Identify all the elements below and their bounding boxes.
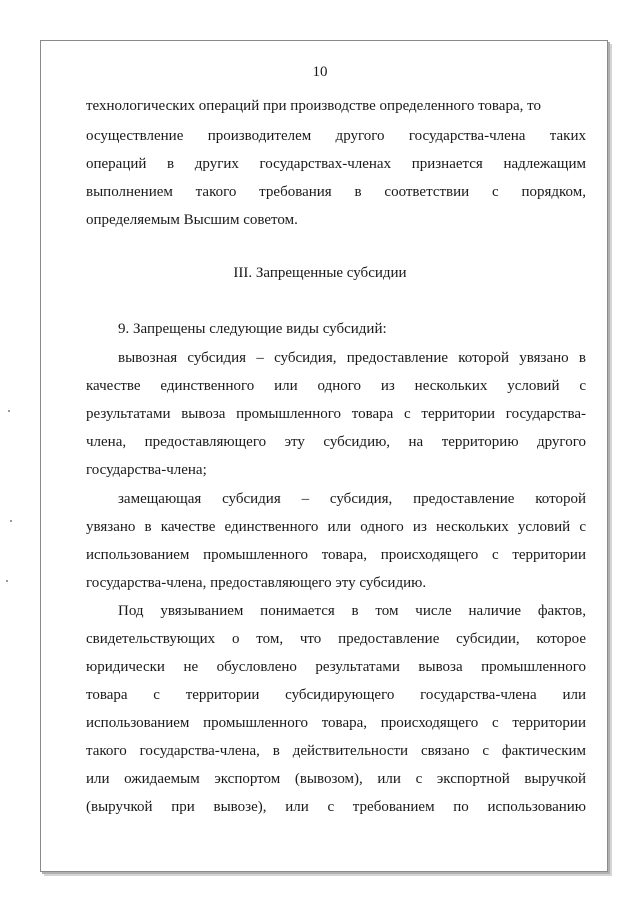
text-line: вывозная субсидия – субсидия, предоставление которой увязано в bbox=[118, 350, 586, 366]
text-line: Под увязыванием понимается в том числе наличие фактов, bbox=[118, 603, 586, 619]
text-line: государства-члена; bbox=[86, 462, 207, 478]
text-line: или ожидаемым экспортом (вывозом), или с экспортной выручкой bbox=[86, 771, 586, 787]
text-line: качестве единственного или одного из нескольких условий с bbox=[86, 378, 586, 394]
text-line: такого государства-члена, в действительности связано с фактическим bbox=[86, 743, 586, 759]
text-line: юридически не обусловлено результатами вывоза промышленного bbox=[86, 659, 586, 675]
scan-speck bbox=[8, 410, 10, 412]
text-line: операций в других государствах-членах признается надлежащим bbox=[86, 156, 586, 172]
text-line: осуществление производителем другого государства-члена таких bbox=[86, 128, 586, 144]
section-heading: III. Запрещенные субсидии bbox=[233, 265, 407, 281]
text-line: члена, предоставляющего эту субсидию, на территорию другого bbox=[86, 434, 586, 450]
text-line: увязано в качестве единственного или одного из нескольких условий с bbox=[86, 519, 586, 535]
text-line: замещающая субсидия – субсидия, предоставление которой bbox=[118, 491, 586, 507]
page-number: 10 bbox=[312, 64, 328, 80]
text-line: свидетельствующих о том, что предоставление субсидии, которое bbox=[86, 631, 586, 647]
scan-speck bbox=[10, 520, 12, 522]
text-line: товара с территории субсидирующего государства-члена или bbox=[86, 687, 586, 703]
text-line: технологических операций при производстве определенного товара, то bbox=[86, 98, 541, 114]
text-line: определяемым Высшим советом. bbox=[86, 212, 298, 228]
scan-speck bbox=[6, 580, 8, 582]
text-line: использованием промышленного товара, происходящего с территории bbox=[86, 715, 586, 731]
text-line: результатами вывоза промышленного товара с территории государства- bbox=[86, 406, 586, 422]
item-intro: 9. Запрещены следующие виды субсидий: bbox=[118, 321, 387, 337]
text-line: выполнением такого требования в соответствии с порядком, bbox=[86, 184, 586, 200]
text-line: (выручкой при вывозе), или с требованием по использованию bbox=[86, 799, 586, 815]
text-line: государства-члена, предоставляющего эту субсидию. bbox=[86, 575, 427, 591]
text-line: использованием промышленного товара, происходящего с территории bbox=[86, 547, 586, 563]
